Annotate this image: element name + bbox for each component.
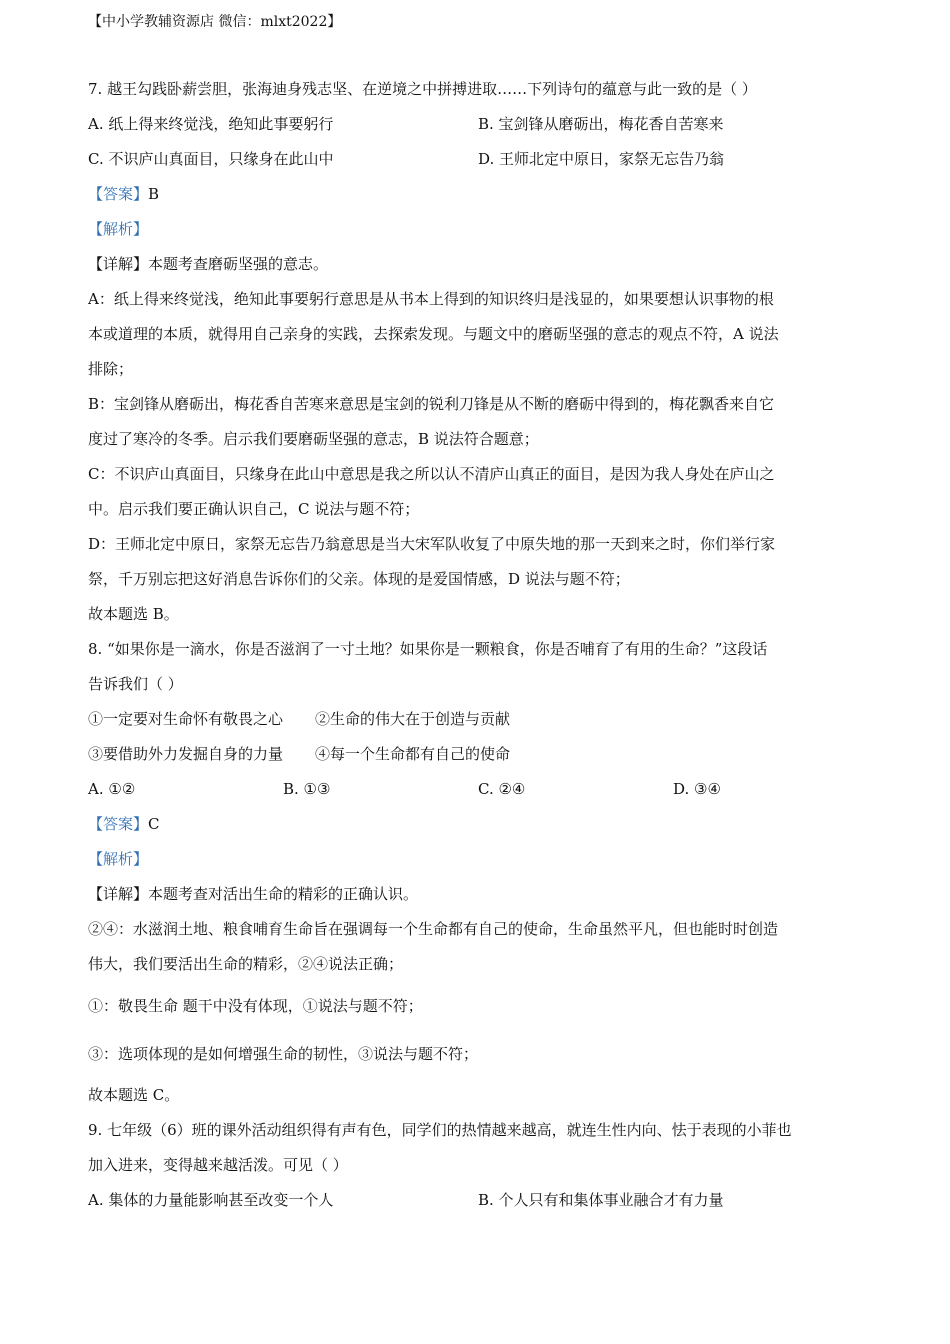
question-stem: 7. 越王勾践卧薪尝胆，张海迪身残志坚、在逆境之中拼搏进取……下列诗句的蕴意与此一致的是（ ） [88,80,757,98]
answer-tag: 【答案】 [88,815,149,833]
option-d: D. ③④ [673,780,721,798]
explanation-line: ①：敬畏生命 题干中没有体现，①说法与题不符； [88,997,423,1015]
conclusion-line: 故本题选 C。 [88,1086,180,1104]
statement-2: ②生命的伟大在于创造与贡献 [315,710,511,728]
analysis-tag: 【解析】 [88,220,149,238]
option-a: A. ①② [88,780,136,798]
option-d: D. 王师北定中原日，家祭无忘告乃翁 [478,150,725,168]
explanation-line: 祭，千万别忘把这好消息告诉你们的父亲。体现的是爱国情感，D 说法与题不符； [88,570,630,588]
option-c: C. ②④ [478,780,526,798]
statement-4: ④每一个生命都有自己的使命 [315,745,511,763]
explanation-line: 排除； [88,360,134,378]
explanation-line: 伟大，我们要活出生命的精彩，②④说法正确； [88,955,404,973]
answer-line [88,177,878,212]
question-stem: 加入进来，变得越来越活泼。可见（ ） [88,1156,348,1174]
page-header: 【中小学教辅资源店 微信：mlxt2022】 [88,14,342,30]
statement-3: ③要借助外力发掘自身的力量 [88,745,284,763]
explanation-line: ②④：水滋润土地、粮食哺育生命旨在强调每一个生命都有自己的使命，生命虽然平凡，但也能时时创造 [88,920,779,938]
option-b: B. 个人只有和集体事业融合才有力量 [478,1191,724,1209]
option-row [88,107,878,142]
explanation-line: 【详解】本题考查磨砺坚强的意志。 [88,255,329,273]
question-stem: 告诉我们（ ） [88,675,183,693]
question-7 [88,72,878,632]
question-stem: 8. “如果你是一滴水，你是否滋润了一寸土地？如果你是一颗粮食，你是否哺育了有用的生命？”这段话 [88,640,768,658]
explanation-line: 度过了寒冷的冬季。启示我们要磨砺坚强的意志，B 说法符合题意； [88,430,539,448]
answer-value: B [148,185,160,203]
explanation-line: A：纸上得来终觉浅，绝知此事要躬行意思是从书本上得到的知识终归是浅显的，如果要想认识事物的根 [88,290,774,308]
statement-1: ①一定要对生命怀有敬畏之心 [88,710,284,728]
conclusion-line: 故本题选 B。 [88,605,179,623]
statement-row [88,702,878,737]
option-row [88,1183,878,1218]
explanation-line: D：王师北定中原日，家祭无忘告乃翁意思是当大宋军队收复了中原失地的那一天到来之时，你们举行家 [88,535,776,553]
option-a: A. 纸上得来终觉浅，绝知此事要躬行 [88,115,334,133]
question-8 [88,632,878,1113]
explanation-line: C：不识庐山真面目，只缘身在此山中意思是我之所以认不清庐山真正的面目，是因为我人身处在庐山之 [88,465,775,483]
explanation-line: ③：选项体现的是如何增强生命的韧性，③说法与题不符； [88,1045,479,1063]
option-row [88,142,878,177]
question-9 [88,1113,878,1218]
explanation-line: 本或道理的本质，就得用自己亲身的实践，去探索发现。与题文中的磨砺坚强的意志的观点不符，A 说法 [88,325,779,343]
option-c: C. 不识庐山真面目，只缘身在此山中 [88,150,334,168]
document-body [88,72,878,1218]
statement-row [88,737,878,772]
question-stem: 9. 七年级（6）班的课外活动组织得有声有色，同学们的热情越来越高，就连生性内向、怯于表现的小菲也 [88,1121,792,1139]
explanation-line: 【详解】本题考查对活出生命的精彩的正确认识。 [88,885,419,903]
option-row [88,772,878,807]
answer-value: C [148,815,160,833]
option-a: A. 集体的力量能影响甚至改变一个人 [88,1191,334,1209]
analysis-tag: 【解析】 [88,850,149,868]
option-b: B. ①③ [283,780,331,798]
explanation-line: B：宝剑锋从磨砺出，梅花香自苦寒来意思是宝剑的锐利刀锋是从不断的磨砺中得到的，梅花飘香来自它 [88,395,775,413]
answer-tag: 【答案】 [88,185,149,203]
explanation-line: 中。启示我们要正确认识自己，C 说法与题不符； [88,500,420,518]
answer-line [88,807,878,842]
option-b: B. 宝剑锋从磨砺出，梅花香自苦寒来 [478,115,724,133]
